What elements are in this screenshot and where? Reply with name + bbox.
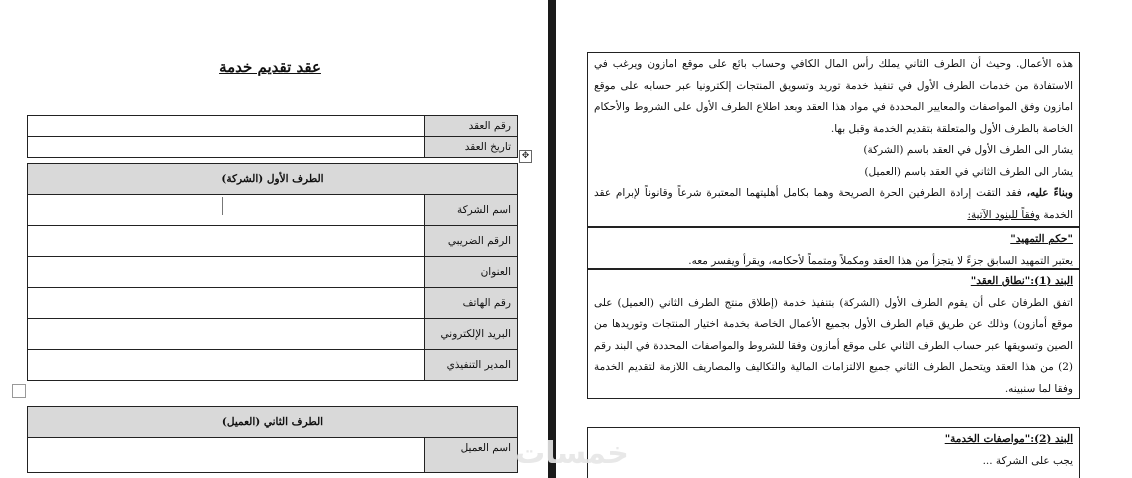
clause1-heading: البند (1):"نطاق العقد" bbox=[970, 275, 1073, 287]
ceo-field[interactable] bbox=[28, 350, 425, 381]
party2-heading: الطرف الثاني (العميل) bbox=[28, 407, 518, 438]
address-field[interactable] bbox=[28, 257, 425, 288]
intro-closing-text: فقد التقت إرادة الطرفين الحرة الصريحة وهما بكامل أهليتهما المعتبرة شرعاً وقانوناً لإبرام عقد الخدمة bbox=[594, 187, 1073, 221]
company-name-field[interactable] bbox=[28, 195, 425, 226]
tax-number-label: الرقم الضريبي bbox=[425, 226, 518, 257]
client-name-field[interactable] bbox=[28, 438, 425, 473]
clause2-text: يجب على الشركة ... bbox=[982, 454, 1073, 467]
client-name-label: اسم العميل bbox=[425, 438, 518, 473]
clause2-heading: البند (2):"مواصفات الخدمة" bbox=[944, 433, 1073, 445]
table-row bbox=[28, 226, 518, 257]
table-row bbox=[28, 164, 518, 195]
email-label: البريد الإلكتروني bbox=[425, 319, 518, 350]
preamble-section[interactable] bbox=[587, 227, 1080, 269]
document-page-right bbox=[556, 0, 1132, 478]
table-row bbox=[28, 257, 518, 288]
intro-closing-underline: وفقاً للبنود الآتية: bbox=[967, 208, 1040, 221]
company-name-label: اسم الشركة bbox=[425, 195, 518, 226]
document-page-left bbox=[0, 0, 548, 478]
table-move-handle-icon[interactable]: ✥ bbox=[519, 150, 532, 163]
party2-table bbox=[27, 406, 518, 473]
preamble-heading: "حكم التمهيد" bbox=[1010, 233, 1073, 245]
text-cursor bbox=[222, 197, 223, 215]
clause1-section[interactable] bbox=[587, 269, 1080, 399]
table-row bbox=[28, 350, 518, 381]
party2-alias-line: يشار الى الطرف الثاني في العقد باسم (العميل) bbox=[864, 165, 1073, 178]
table-row bbox=[28, 116, 518, 137]
contract-date-label: تاريخ العقد bbox=[425, 137, 518, 158]
table-row bbox=[28, 137, 518, 158]
table-row bbox=[28, 288, 518, 319]
contract-number-label: رقم العقد bbox=[425, 116, 518, 137]
address-label: العنوان bbox=[425, 257, 518, 288]
intro-closing-bold: وبناءً عليه، bbox=[1026, 187, 1073, 199]
party1-heading: الطرف الأول (الشركة) bbox=[28, 164, 518, 195]
table-row bbox=[28, 407, 518, 438]
clause1-text: اتفق الطرفان على أن يقوم الطرف الأول (الشركة) بتنفيذ خدمة (إطلاق منتج الطرف الثاني (العميل) على موقع أمازون) وذلك عن طريق قيام الطرف الأول بجميع الأعمال الخاصة بخدمة اختيار المنتجات وتوريدها من الصين وتسويقها عبر حساب الطرف الثاني على موقع أمازون وفقا للشروط والمواصفات المحددة في البند رقم (2) من هذا العقد ويتحمل الطرف الثاني جميع الالتزامات المالية والتكاليف والمصاريف اللازمة لتقديم الخدمة وفقا لما سنبينه. bbox=[594, 296, 1073, 395]
ceo-label: المدير التنفيذي bbox=[425, 350, 518, 381]
contract-info-table bbox=[27, 115, 518, 158]
contract-date-field[interactable] bbox=[28, 137, 425, 158]
preamble-text: يعتبر التمهيد السابق جزءً لا يتجزأ من هذا العقد ومكملاً ومتمماً لأحكامه، ويقرأ ويفسر معه. bbox=[688, 254, 1073, 267]
intro-paragraph: هذه الأعمال. وحيث أن الطرف الثاني يملك رأس المال الكافي وحساب بائع على موقع امازون ويرغب في الاستفادة من خدمات الطرف الأول في تنفيذ خدمة توريد وتسويق المنتجات إلكترونيا عبر حسابه على موقع امازون وفق المواصفات والمعايير المحددة في مواد هذا العقد وبعد اطلاع الطرف الأول على الشروط والأحكام الخاصة بالطرف الأول والمتعلقة بتقديم الخدمة وقبل بها. bbox=[594, 58, 1073, 135]
table-resize-handle[interactable] bbox=[12, 384, 26, 398]
intro-section[interactable] bbox=[587, 52, 1080, 227]
party1-table bbox=[27, 163, 518, 381]
tax-number-field[interactable] bbox=[28, 226, 425, 257]
party1-alias-line: يشار الى الطرف الأول في العقد باسم (الشركة) bbox=[863, 144, 1073, 156]
email-field[interactable] bbox=[28, 319, 425, 350]
phone-field[interactable] bbox=[28, 288, 425, 319]
page-gutter bbox=[548, 0, 556, 478]
table-row bbox=[28, 195, 518, 226]
document-title: عقد تقديم خدمة bbox=[219, 58, 321, 76]
table-row bbox=[28, 319, 518, 350]
clause2-section[interactable] bbox=[587, 427, 1080, 478]
watermark-logo: خمسات bbox=[515, 436, 629, 471]
phone-label: رقم الهاتف bbox=[425, 288, 518, 319]
intro-closing bbox=[594, 183, 1073, 226]
contract-number-field[interactable] bbox=[28, 116, 425, 137]
table-row bbox=[28, 438, 518, 473]
